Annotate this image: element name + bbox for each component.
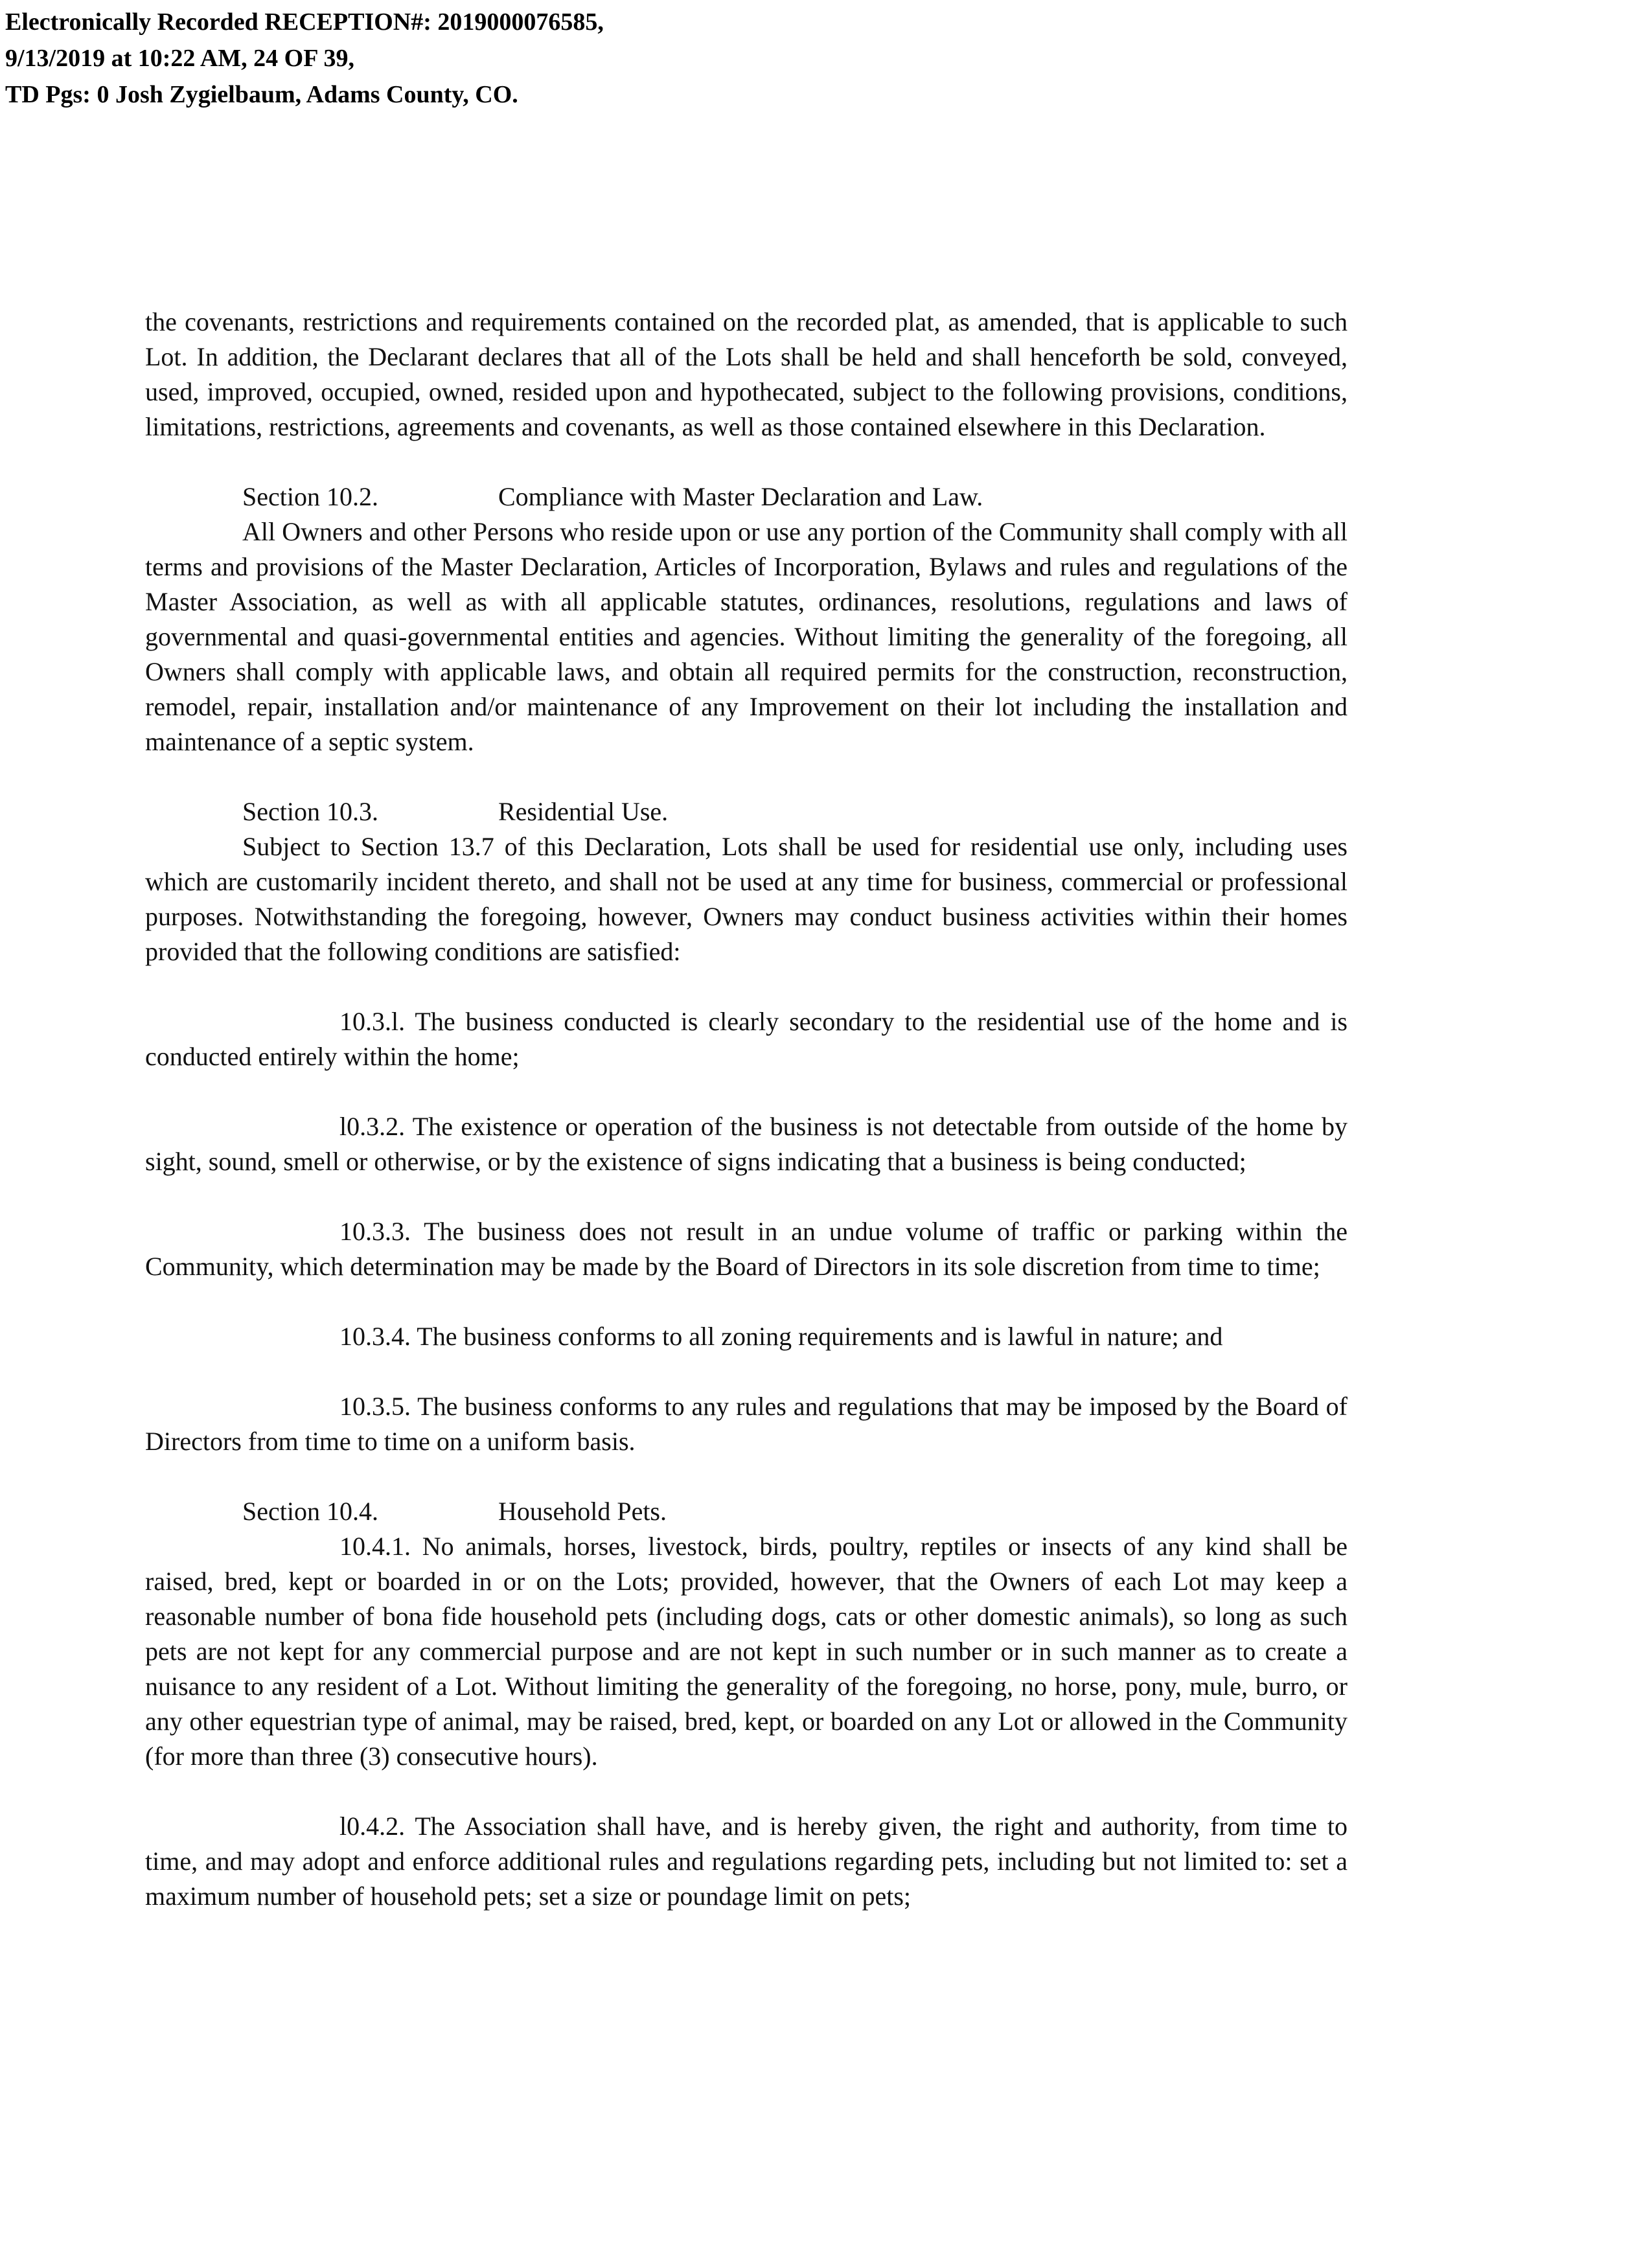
section-number: Section 10.4. [242, 1497, 378, 1526]
intro-paragraph: the covenants, restrictions and requirements contained on the recorded plat, as amended, that is applicable to such Lot. In addition, the Declarant declares that all of the Lots shall be held and shall henceforth be sold, conveyed, used, improved, occupied, owned, resided upon and hypothecated, subject to the following provisions, conditions, limitations, restrictions, agreements and covenants, as well as those contained elsewhere in this Declaration. [145, 307, 1348, 441]
recording-stamp [5, 4, 604, 113]
section-title: Compliance with Master Declaration and Law. [498, 482, 983, 511]
section-number: Section 10.3. [242, 797, 378, 826]
section-10-3-heading [145, 794, 1348, 829]
section-10-2-heading [145, 479, 1348, 514]
clause-10-3-5: 10.3.5. The business conforms to any rules and regulations that may be imposed by the Board of Directors from time to time on a uniform basis. [145, 1392, 1348, 1456]
section-10-3-text: Subject to Section 13.7 of this Declaration, Lots shall be used for residential use only, including uses which are customarily incident thereto, and shall not be used at any time for business, commercial or professional purposes. Notwithstanding the foregoing, however, Owners may conduct business activities within their homes provided that the following conditions are satisfied: [145, 832, 1348, 966]
clause-10-3-2: l0.3.2. The existence or operation of the business is not detectable from outside of the home by sight, sound, smell or otherwise, or by the existence of signs indicating that a business is being conducted; [145, 1112, 1348, 1176]
stamp-line-1: Electronically Recorded RECEPTION#: 2019000076585, [5, 8, 604, 36]
section-10-4-heading [145, 1494, 1348, 1529]
clause-10-3-1: 10.3.l. The business conducted is clearly secondary to the residential use of the home and is conducted entirely within the home; [145, 1007, 1348, 1071]
section-number: Section 10.2. [242, 482, 378, 511]
section-10-2-text: All Owners and other Persons who reside upon or use any portion of the Community shall comply with all terms and provisions of the Master Declaration, Articles of Incorporation, Bylaws and rules and regulations of the Master Association, as well as with all applicable statutes, ordinances, resolutions, regulations and laws of governmental and quasi-governmental entities and agencies. Without limiting the generality of the foregoing, all Owners shall comply with applicable laws, and obtain all required permits for the construction, reconstruction, remodel, repair, installation and/or maintenance of any Improvement on their lot including the installation and maintenance of a septic system. [145, 517, 1348, 756]
clause-10-3-4: 10.3.4. The business conforms to all zoning requirements and is lawful in nature; and [339, 1322, 1223, 1351]
stamp-line-2: 9/13/2019 at 10:22 AM, 24 OF 39, [5, 45, 354, 72]
section-title: Residential Use. [498, 797, 669, 826]
document-body [145, 305, 1348, 1914]
clause-10-4-1: 10.4.1. No animals, horses, livestock, birds, poultry, reptiles or insects of any kind shall be raised, bred, kept or boarded in or on the Lots; provided, however, that the Owners of each Lot may keep a reasonable number of bona fide household pets (including dogs, cats or other domestic animals), so long as such pets are not kept for any commercial purpose and are not kept in such number or in such manner as to create a nuisance to any resident of a Lot. Without limiting the generality of the foregoing, no horse, pony, mule, burro, or any other equestrian type of animal, may be raised, bred, kept, or boarded on any Lot or allowed in the Community (for more than three (3) consecutive hours). [145, 1532, 1348, 1771]
stamp-line-3: TD Pgs: 0 Josh Zygielbaum, Adams County, CO. [5, 81, 518, 108]
section-title: Household Pets. [498, 1497, 667, 1526]
clause-10-3-3: 10.3.3. The business does not result in an undue volume of traffic or parking within the Community, which determination may be made by the Board of Directors in its sole discretion from time to time; [145, 1217, 1348, 1281]
clause-10-4-2: l0.4.2. The Association shall have, and is hereby given, the right and authority, from time to time, and may adopt and enforce additional rules and regulations regarding pets, including but not limited to: set a maximum number of household pets; set a size or poundage limit on pets; [145, 1812, 1348, 1911]
